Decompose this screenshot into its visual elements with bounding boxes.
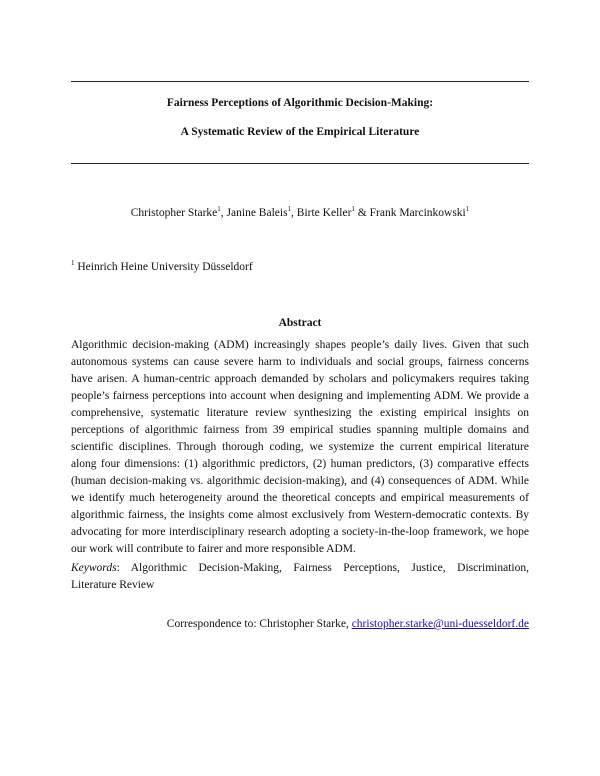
abstract-line: advocating for more interdisciplinary research adopting a society-in-the-loop framework, we hope xyxy=(71,526,529,538)
abstract-line: along four dimensions: (1) algorithmic predictors, (2) human predictors, (3) comparative effects xyxy=(71,458,529,470)
abstract-line: have arisen. A human-centric approach demanded by scholars and policymakers requires taking xyxy=(71,373,529,385)
affiliation-mark: 1 xyxy=(351,205,355,214)
author-name: Janine Baleis xyxy=(226,207,288,219)
author-separator: , xyxy=(220,207,227,219)
correspondence xyxy=(71,617,529,631)
author-name: Frank Marcinkowski xyxy=(369,207,466,219)
abstract-line: (human decision-making vs. algorithmic decision-making), and (4) consequences of ADM. While xyxy=(71,475,529,487)
top-rule xyxy=(71,81,529,82)
keywords-text: : Algorithmic Decision-Making, Fairness Perceptions, Justice, Discrimination, xyxy=(116,562,529,574)
affiliation-mark: 1 xyxy=(217,205,221,214)
abstract-heading: Abstract xyxy=(278,317,322,329)
abstract-line: scientific disciplines. Through thorough coding, we systemize the current empirical literature xyxy=(71,441,529,453)
paper-title-line-1: Fairness Perceptions of Algorithmic Decision-Making: xyxy=(166,97,434,109)
abstract-line: we identify much heterogeneity around the theoretical concepts and empirical measurements of xyxy=(71,492,529,504)
correspondence-prefix: Correspondence to: Christopher Starke, xyxy=(166,618,352,630)
paper-title-line-2: A Systematic Review of the Empirical Literature xyxy=(180,126,420,138)
email-link[interactable]: christopher.starke@uni-duesseldorf.de xyxy=(351,618,529,630)
author-separator: , xyxy=(291,207,297,219)
abstract-line: comprehensive, systematic literature review synthesizing the existing empirical insights on xyxy=(71,407,529,419)
abstract-line: autonomous systems can cause severe harm to individuals and social groups, fairness concerns xyxy=(71,356,529,368)
affiliation xyxy=(71,260,253,274)
bottom-rule xyxy=(71,163,529,164)
author-separator: & xyxy=(354,207,370,219)
abstract-line: algorithmic fairness, the insights come almost exclusively from Western-democratic contexts. By xyxy=(71,509,529,521)
affiliation-mark: 1 xyxy=(71,259,75,268)
keywords-label: Keywords xyxy=(71,562,117,574)
keywords-line-2: Literature Review xyxy=(71,579,155,591)
abstract-line: our work will contribute to fairer and more responsible ADM. xyxy=(71,543,356,555)
keywords-line-1 xyxy=(71,561,529,575)
abstract-line: people’s fairness perceptions into account when designing and implementing ADM. We provide a xyxy=(71,390,529,402)
author-name: Birte Keller xyxy=(296,207,352,219)
abstract-line: Algorithmic decision-making (ADM) increasingly shapes people’s daily lives. Given that such xyxy=(71,339,529,351)
author-list xyxy=(71,206,529,220)
affiliation-name: Heinrich Heine University Düsseldorf xyxy=(77,261,253,273)
affiliation-mark: 1 xyxy=(465,205,470,214)
abstract-line: perceptions of algorithmic fairness from 39 empirical studies spanning multiple domains and xyxy=(71,424,529,436)
author-name: Christopher Starke xyxy=(130,207,218,219)
affiliation-mark: 1 xyxy=(287,205,292,214)
